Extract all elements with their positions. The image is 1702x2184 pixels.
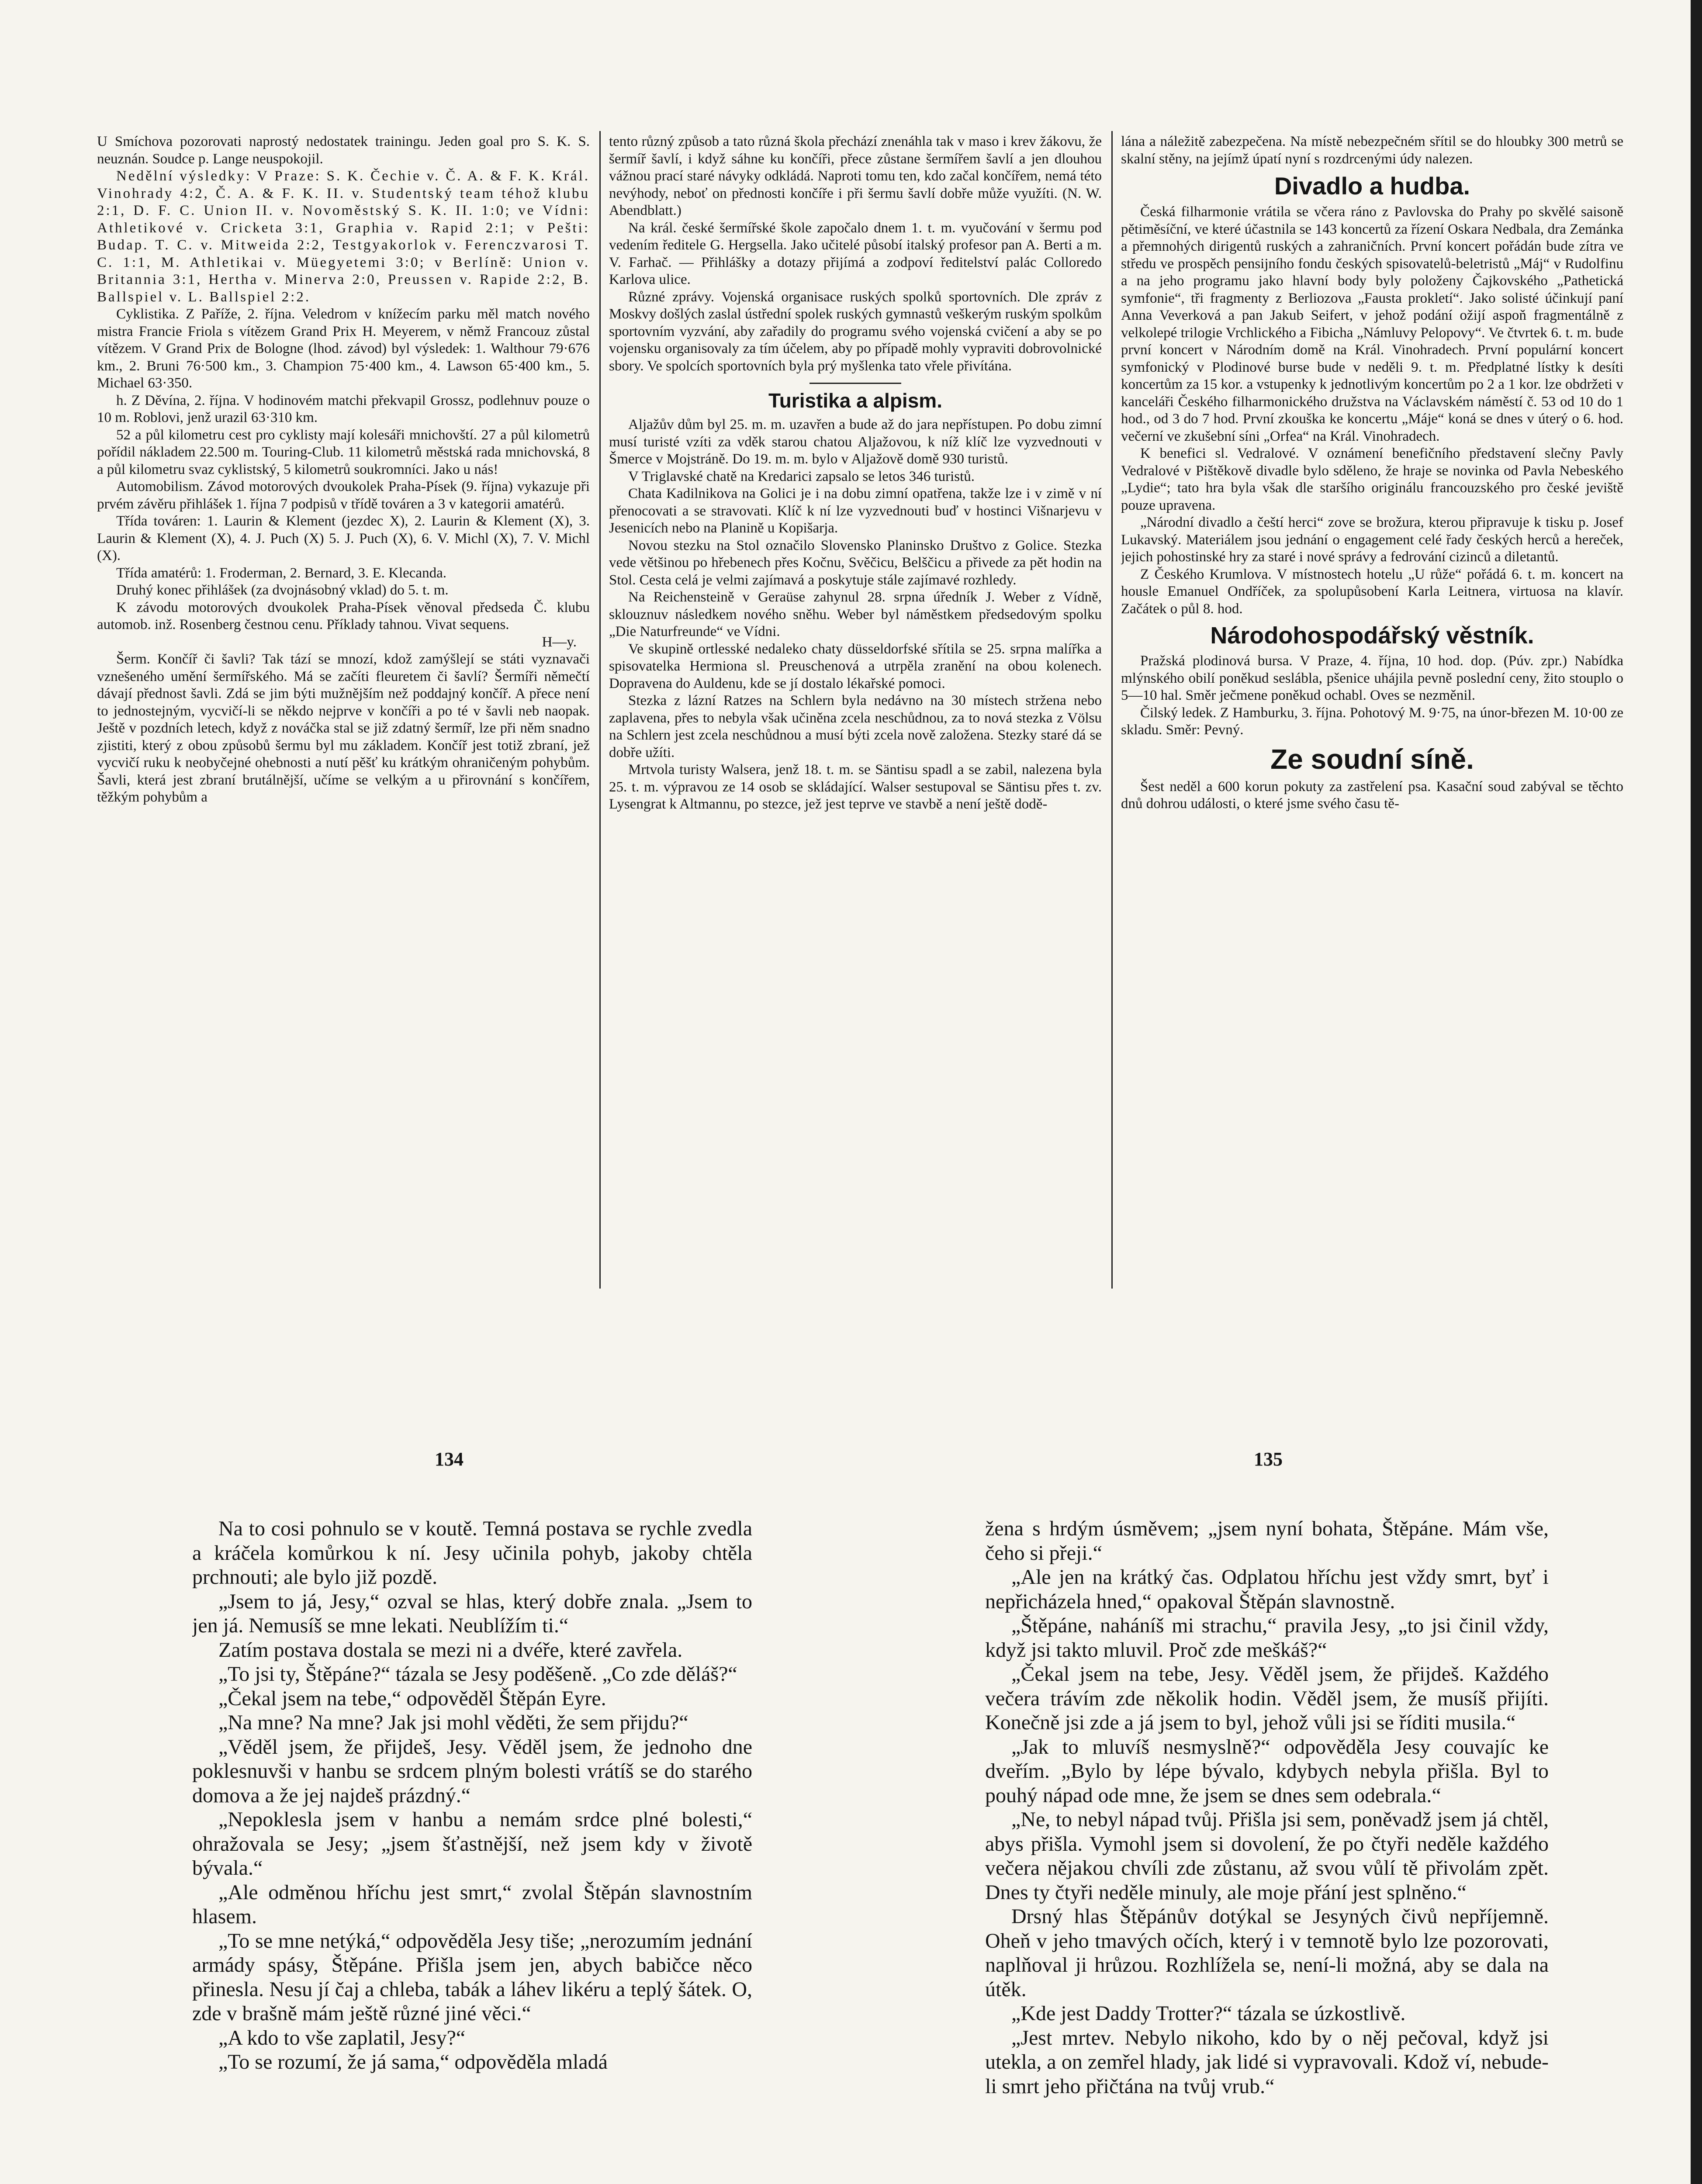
tourism-paragraph-5: Na Reichensteině v Geraüse zahynul 28. srpna úředník J. Weber z Vídně, sklouznuv následkem nového sněhu. Weber byl náměstkem předsedovým spolku „Die Naturfreunde“ ve Vídni. xyxy=(609,589,1102,639)
tourism-paragraph-8: Mrtvola turisty Walsera, jenž 18. t. m. se Säntisu spadl a se zabil, nalezena byla 25. t. m. výpravou ze 14 osob se skládající. Walser sestupoval se Säntisu přes t. zv. Lysengrat k Altmannu, po stezce, jež jest teprve ve stavbě a není ještě dodě- xyxy=(609,762,1102,812)
section-divider xyxy=(809,383,901,384)
economy-heading: Národohospodářský věstník. xyxy=(1210,622,1534,649)
fencing-paragraph-3: Různé zprávy. Vojenská organisace ruských spolků sportovních. Dle zpráv z Moskvy došlých zaslal ústřední spolek ruských gymnastů veškerým ruským spolkům sportovním vyzvání, aby zařadily do programu svého vojenská cvičení a aby se po vojensku organisovaly za tím účelem, aby po případě mohly vypraviti dobrovolnické sbory. Ve spolcích sportovních byla prý myšlenka tato vřele přivítána. xyxy=(609,289,1102,374)
story-left-paragraph-5: „Čekal jsem na tebe,“ odpověděl Štěpán Eyre. xyxy=(218,1686,606,1710)
story-left-paragraph-2: „Jsem to já, Jesy,“ ozval se hlas, který dobře znala. „Jsem to jen já. Nemusíš se mne lekati. Neublížím ti.“ xyxy=(192,1590,752,1637)
story-right-paragraph-9: „Jest mrtev. Nebylo nikoho, kdo by o něj pečoval, když jsi utekla, a on zemřel hlady, jak lidé si vypravovali. Kdož ví, nebude-li smrt jeho přičtána na tvůj vrub.“ xyxy=(985,2026,1549,2098)
story-left-paragraph-1: Na to cosi pohnulo se v koutě. Temná postava se rychle zvedla a kráčela komůrkou k ní. Jesy učinila pohyb, jakoby chtěla prchnouti; ale bylo již pozdě. xyxy=(192,1517,752,1589)
court-paragraph: Šest neděl a 600 korun pokuty za zastřelení psa. Kasační soud zabýval se těchto dnů dohrou události, o které jsme svého času tě- xyxy=(1121,778,1623,812)
column-rule-1 xyxy=(599,131,601,1289)
page-number-right: 135 xyxy=(1254,1448,1283,1470)
col3-continuation: lána a náležitě zabezpečena. Na místě nebezpečném sřítil se do hloubky 300 metrů se skalní stěny, na jejímž úpatí nyní s rozdrcenými údy nalezen. xyxy=(1121,134,1623,167)
story-page-left xyxy=(192,1517,752,2184)
story-right-paragraph-6: „Ne, to nebyl nápad tvůj. Přišla jsi sem, poněvadž jsem já chtěl, abys přišla. Vymohl jsem si dovolení, že po čtyři neděle každého večera nějakou chvíli zde zůstanu, až svou vůlí tě přivolám zpět. Dnes ty čtyři neděle minuly, ale moje přání jest splněno.“ xyxy=(985,1808,1549,1904)
fencing-tourism-column xyxy=(609,133,1102,1286)
story-left-paragraph-7: „Věděl jsem, že přijdeš, Jesy. Věděl jsem, že jednoho dne poklesnuvši v hanbu se srdcem plným bolesti vrátíš se do starého domova a že jej najdeš prázdný.“ xyxy=(192,1735,752,1807)
column-rule-2 xyxy=(1111,131,1113,1289)
story-left-paragraph-4: „To jsi ty, Štěpáne?“ tázala se Jesy poděšeně. „Co zde děláš?“ xyxy=(218,1662,737,1686)
tourism-paragraph-3: Chata Kadilnikova na Golici je i na dobu zimní opatřena, takže lze i v zimě v ní přenocovati a se stravovati. Klíč k ní lze vyzvednouti buď v hostinci Višnarjevu v Jesenicích nebo na Planině u Kopišarja. xyxy=(609,486,1102,536)
sport-paragraph-1: U Smíchova pozorovati naprostý nedostatek trainingu. Jeden goal pro S. K. S. neuznán. Soudce p. Lange neuspokojil. xyxy=(97,134,590,167)
tourism-paragraph-2: V Triglavské chatě na Kredarici zapsalo se letos 346 turistů. xyxy=(628,468,975,484)
scan-edge xyxy=(1691,0,1702,2184)
sport-paragraph-8: Třída amatérů: 1. Froderman, 2. Bernard, 3. E. Klecanda. xyxy=(116,565,446,581)
theatre-paragraph-4: Z Českého Krumlova. V místnostech hotelu „U růže“ pořádá 6. t. m. koncert na housle Emanuel Ondříček, za spolupůsobení Karla Leitnera, virtuosa na klavír. Začátek o půl 8. hod. xyxy=(1121,566,1623,617)
fencing-paragraph-2: Na král. české šermířské škole započalo dnem 1. t. m. vyučování v šermu pod vedením ředitele G. Hergsella. Jako učitelé působí italský profesor pan A. Berti a m. V. Farhač. — Přihlášky a dotazy přijímá a zodpoví ředitelství palác Colloredo Karlova ulice. xyxy=(609,220,1102,287)
story-right-paragraph-1: žena s hrdým úsměvem; „jsem nyní bohata, Štěpáne. Mám vše, čeho si přeji.“ xyxy=(985,1517,1549,1565)
sport-column xyxy=(97,133,590,1286)
sport-signature: H—y. xyxy=(542,634,577,650)
story-right-paragraph-3: „Štěpáne, naháníš mi strachu,“ pravila Jesy, „to jsi činil vždy, když jsi takto mluvil. Proč zde meškáš?“ xyxy=(985,1614,1549,1662)
story-left-paragraph-12: „To se rozumí, že já sama,“ odpověděla mladá xyxy=(218,2050,608,2073)
sport-paragraph-5: 52 a půl kilometru cest pro cyklisty mají kolesáři mnichovští. 27 a půl kilometrů pořídil nákladem 22.500 m. Touring-Club. 11 kilometrů městská rada mnichovská, 8 a půl kilometru svaz cyklistský, 5 kilometrů soukromníci. Jako u nás! xyxy=(97,427,590,477)
story-left-paragraph-9: „Ale odměnou hříchu jest smrt,“ zvolal Štěpán slavnostním hlasem. xyxy=(192,1880,752,1928)
page-number-left: 134 xyxy=(435,1448,464,1470)
tourism-paragraph-1: Aljažův dům byl 25. m. m. uzavřen a bude až do jara nepřístupen. Po dobu zimní musí turisté vzíti za vděk starou chatou Aljažovou, k níž klíč lze vyzvednouti v Šmerce v Mojstráně. Do 19. m. m. bylo v Aljažově domě 930 turistů. xyxy=(609,417,1102,467)
theatre-paragraph-3: „Národní divadlo a čeští herci“ zove se brožura, kterou připravuje k tisku p. Josef Lukavský. Materiálem jsou jednání o engagement celé řady českých herců a hereček, jejich pohostinské hry za staré i nové správy a fedrování cizinců a diletantů. xyxy=(1121,515,1623,565)
fencing-paragraph-1: tento různý způsob a tato různá škola přechází znenáhla tak v maso i krev žákovu, že šermíř šavlí, i když sáhne ku končíři, přece zůstane šermířem šavlí a jen dlouhou vážnou prací staré návyky odkládá. Naproti tomu ten, kdo začal končířem, nemá této nevýhody, neboť on přednosti končíře i při šermu šavlí dobře může využíti. (N. W. Abendblatt.) xyxy=(609,134,1102,218)
sport-paragraph-4: h. Z Děvína, 2. října. V hodinovém matchi překvapil Grossz, podlehnuv pouze o 10 m. Roblovi, jenž urazil 63·310 km. xyxy=(97,392,590,425)
theatre-paragraph-1: Česká filharmonie vrátila se včera ráno z Pavlovska do Prahy po skvělé saisoně pětiměsíční, ve které účastnila se 143 koncertů za řízení Oskara Nedbala, dra Zemánka a přemnohých dirigentů ruských a zahraničních. První koncert pořádán bude zítra ve středu ve prospěch pensijního fondu českých spisovatelů-beletristů „Máj“ v Rudolfinu a na jeho programu jako hlavní body byly položeny Čajkovského „Pathetická symfonie“, tři fragmenty z Berliozova „Fausta prokletí“. Jako solisté účinkují paní Anna Veverková a pan Jakub Seifert, v jehož podání ožijí aspoň fragmentálně z velkolepé trilogie Vrchlického a Fibicha „Námluvy Pelopovy“. Ve čtvrtek 6. t. m. bude první koncert v Národním domě na Král. Vinohradech. První populární koncert symfonický v Plodinové burse bude v neděli 9. t. m. Předplatné lístky k desíti koncertům za 15 kor. a vstupenky k jednotlivým koncertům po 2 a 1 kor. lze obdržeti v kanceláři Českého filharmonického družstva na Václavském náměstí č. 53 od 10 do 1 hod., od 3 do 7 hod. První zkouška ke koncertu „Máje“ koná se dnes v úterý o 6. hod. večerní ve zkušební síni „Orfea“ na Král. Vinohradech. xyxy=(1121,204,1623,444)
tourism-paragraph-7: Stezka z lázní Ratzes na Schlern byla nedávno na 30 místech stržena nebo zaplavena, přes to nebyla však učiněna zcela neschůdnou, za to nová stezka z Völsu na Schlern jest zcela neschůdnou a musí býti zcela nově založena. Stezky staré dá se dobře užíti. xyxy=(609,693,1102,760)
sport-paragraph-7: Třída továren: 1. Laurin & Klement (jezdec X), 2. Laurin & Klement (X), 3. Laurin & Klement (X), 4. J. Puch (X) 5. J. Puch (X), 6. V. Michl (X), 7. V. Michl (X). xyxy=(97,513,590,563)
story-right-paragraph-8: „Kde jest Daddy Trotter?“ tázala se úzkostlivě. xyxy=(1011,2002,1406,2025)
story-left-paragraph-6: „Na mne? Na mne? Jak jsi mohl věděti, že sem přijdu?“ xyxy=(218,1711,688,1734)
court-heading: Ze soudní síně. xyxy=(1270,743,1474,775)
tourism-heading: Turistika a alpism. xyxy=(768,389,942,412)
story-right-paragraph-7: Drsný hlas Štěpánův dotýkal se Jesyných čivů nepříjemně. Oheň v jeho tmavých očích, který i v temnotě bylo lze pozorovati, naplňoval ji hrůzou. Rozhlížela se, není-li možná, aby se dala na útěk. xyxy=(985,1905,1549,2001)
sport-paragraph-3: Cyklistika. Z Paříže, 2. října. Veledrom v knížecím parku měl match nového mistra Francie Friola s vítězem Grand Prix H. Meyerem, v němž Francouz zůstal vítězem. V Grand Prix de Bologne (lhod. závod) byl výsledek: 1. Walthour 79·676 km., 2. Bruni 76·500 km., 3. Champion 75·400 km., 4. Lawson 65·400 km., 5. Michael 63·350. xyxy=(97,306,590,391)
story-page-right xyxy=(985,1517,1549,2184)
story-right-paragraph-5: „Jak to mluvíš nesmyslně?“ odpověděla Jesy couvajíc ke dveřím. „Bylo by lépe bývalo, kdybych nebyla přišla. Byl to pouhý nápad ode mne, že jsem se dnes sem odebrala.“ xyxy=(985,1735,1549,1807)
story-left-paragraph-8: „Nepoklesla jsem v hanbu a nemám srdce plné bolesti,“ ohražovala se Jesy; „jsem šťastnější, než jsem kdy v životě bývala.“ xyxy=(192,1808,752,1880)
story-left-paragraph-11: „A kdo to vše zaplatil, Jesy?“ xyxy=(218,2026,466,2049)
sport-paragraph-10: K závodu motorových dvoukolek Praha-Písek věnoval předseda Č. klubu automob. inž. Rosenberg čestnou cenu. Příklady tahnou. Vivat sequens. xyxy=(97,599,590,632)
tourism-paragraph-6: Ve skupině ortlesské nedaleko chaty düsseldorfské sřítila se 25. srpna malířka a spisovatelka Hermiona sl. Preuschenová a utrpěla zranění na obou kolenech. Dopravena do Auldenu, kde se jí dostalo lékařské pomoci. xyxy=(609,641,1102,691)
story-right-paragraph-4: „Čekal jsem na tebe, Jesy. Věděl jsem, že přijdeš. Každého večera trávím zde několik hodin. Věděl jsem, že musíš přijíti. Konečně jsi zde a já jsem to byl, jehož vůli jsi se říditi musila.“ xyxy=(985,1662,1549,1734)
story-left-paragraph-10: „To se mne netýká,“ odpověděla Jesy tiše; „nerozumím jednání armády spásy, Štěpáne. Přišla jsem jen, abych babičce něco přinesla. Nesu jí čaj a chleba, tabák a láhev likéru a teplý šátek. O, zde v brašně mám ještě různé jiné věci.“ xyxy=(192,1929,752,2025)
economy-paragraph-1: Pražská plodinová bursa. V Praze, 4. října, 10 hod. dop. (Púv. zpr.) Nabídka mlýnského obilí poněkud seslábla, pšenice uhájila pevně poslední ceny, žito stouplo o 5—10 hal. Směr ječmene poněkud ochabl. Oves se nezměnil. xyxy=(1121,653,1623,703)
sport-paragraph-2: Nedělní výsledky: V Praze: S. K. Čechie v. Č. A. & F. K. Král. Vinohrady 4:2, Č. A. & F. K. II. v. Studentský team téhož klubu 2:1, D. F. C. Union II. v. Novoměstský S. K. II. 1:0; ve Vídni: Athletikové v. Cricketa 3:1, Graphia v. Rapid 2:1; v Pešti: Budap. T. C. v. Mitweida 2:2, Testgyakorlok v. Ferenczvarosi T. C. 1:1, M. Athletikai v. Müegyetemi 3:0; v Berlíně: Union v. Britannia 3:1, Hertha v. Minerva 2:0, Preussen v. Rapide 2:2, B. Ballspiel v. L. Ballspiel 2:2. xyxy=(97,168,590,305)
sport-paragraph-6: Automobilism. Závod motorových dvoukolek Praha-Písek (9. října) vykazuje při prvém závěru přihlášek 1. října 7 podpisů v třídě továren a 3 v kategorii amatérů. xyxy=(97,479,590,512)
story-right-paragraph-2: „Ale jen na krátký čas. Odplatou hříchu jest vždy smrt, byť i nepřicházela hned,“ opakoval Štěpán slavnostně. xyxy=(985,1565,1549,1613)
sport-paragraph-9: Druhý konec přihlášek (za dvojnásobný vklad) do 5. t. m. xyxy=(116,582,449,598)
tourism-paragraph-4: Novou stezku na Stol označilo Slovensko Planinsko Društvo z Golice. Stezka vede většinou po hřebenech přes Kočnu, Svěčicu, Belščicu a přivede za pět hodin na Stol. Cesta celá je velmi zajímavá a poskytuje stále zajímavé rozhledy. xyxy=(609,537,1102,588)
story-left-paragraph-3: Zatím postava dostala se mezi ni a dvéře, které zavřela. xyxy=(218,1638,683,1662)
economy-paragraph-2: Čilský ledek. Z Hamburku, 3. října. Pohotový M. 9·75, na únor-březen M. 10·00 ze skladu. Směr: Pevný. xyxy=(1121,705,1623,738)
theatre-paragraph-2: K benefici sl. Vedralové. V oznámení benefičního představení slečny Pavly Vedralové v Pištěkově divadle bylo sděleno, že hraje se novinka od Pavla Nebeského „Lydie“; tato hra byla však dle staršího originálu francouzského pro české jeviště pouze upravena. xyxy=(1121,446,1623,513)
theatre-heading: Divadlo a hudba. xyxy=(1274,172,1470,200)
culture-economy-column xyxy=(1121,133,1623,1286)
sport-paragraph-11: Šerm. Končíř či šavli? Tak tází se mnozí, kdož zamýšlejí se státi vyznavači vznešeného umění šermířského. Má se začíti fleuretem či šavlí? Šermíři němečtí dávají přednost šavli. Zdá se jim býti mužnějším než poddajný končíř. A přece není to jednostejným, vycvičí-li se někdo nejprve v končíři a po té v šavli neb naopak. Ještě v pozdních letech, když z nováčka stal se již zdatný šermíř, lze při něm snadno zjistiti, který z obou způsobů šermu byl mu základem. Končíř jest totiž zbraní, jež vycvičí ruku k neobyčejné ohebnosti a nutí pěšť ku krátkým ohraničeným pohybům. Šavli, která jest zbraní brutálnější, učíme se velkým a u přirovnání s končířem, těžkým pohybům a xyxy=(97,651,590,805)
